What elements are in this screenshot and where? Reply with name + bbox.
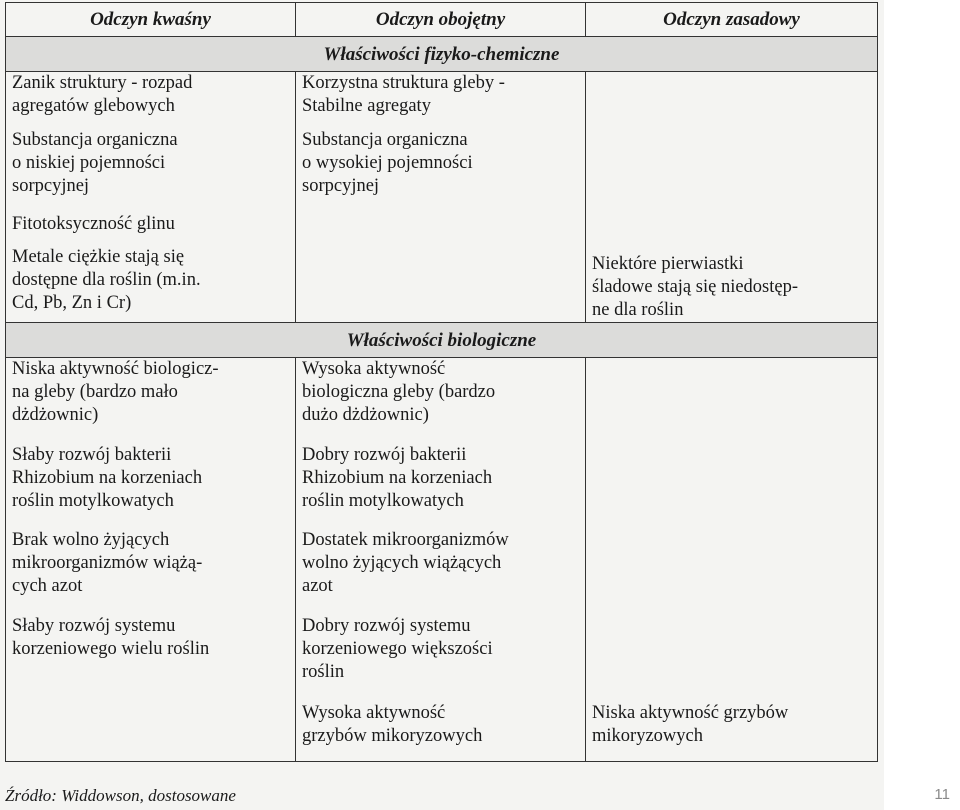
page-number: 11	[934, 786, 950, 803]
table-cell: Słaby rozwój systemu korzeniowego wielu roślin	[6, 615, 296, 702]
table-row	[6, 213, 878, 246]
table-cell	[586, 444, 878, 529]
section-title-physicochemical: Właściwości fizyko-chemiczne	[6, 37, 878, 72]
table-cell: Słaby rozwój bakterii Rhizobium na korzeniach roślin motylkowatych	[6, 444, 296, 529]
table-row	[6, 529, 878, 615]
table-cell: Dostatek mikroorganizmów wolno żyjących wiążących azot	[296, 529, 586, 615]
table-cell	[586, 529, 878, 615]
table-cell	[586, 615, 878, 702]
table-cell	[586, 358, 878, 445]
table-row	[6, 246, 878, 323]
table-row	[6, 444, 878, 529]
table-row	[6, 129, 878, 213]
table-cell	[296, 213, 586, 246]
table-cell: Wysoka aktywność biologiczna gleby (bardzo dużo dżdżownic)	[296, 358, 586, 445]
table-cell: Fitotoksyczność glinu	[6, 213, 296, 246]
header-acidic: Odczyn kwaśny	[6, 3, 296, 37]
header-neutral: Odczyn obojętny	[296, 3, 586, 37]
table-cell	[586, 213, 878, 246]
table-cell	[586, 129, 878, 213]
table-cell: Niska aktywność biologicz- na gleby (bardzo mało dżdżownic)	[6, 358, 296, 445]
soil-reaction-table	[5, 2, 878, 762]
table-cell	[296, 246, 586, 323]
table-cell: Dobry rozwój bakterii Rhizobium na korzeniach roślin motylkowatych	[296, 444, 586, 529]
table-cell	[586, 72, 878, 130]
table-row	[6, 702, 878, 762]
table-row	[6, 358, 878, 445]
table-cell: Brak wolno żyjących mikroorganizmów wiążą- cych azot	[6, 529, 296, 615]
header-row	[6, 3, 878, 37]
section-row	[6, 37, 878, 72]
table-cell: Substancja organiczna o niskiej pojemności sorpcyjnej	[6, 129, 296, 213]
table-cell: Niska aktywność grzybów mikoryzowych	[586, 702, 878, 762]
table-cell: Metale ciężkie stają się dostępne dla roślin (m.in. Cd, Pb, Zn i Cr)	[6, 246, 296, 323]
header-alkaline: Odczyn zasadowy	[586, 3, 878, 37]
table-cell: Niektóre pierwiastki śladowe stają się niedostęp- ne dla roślin	[586, 246, 878, 323]
source-note: Źródło: Widdowson, dostosowane	[5, 786, 236, 805]
section-row	[6, 323, 878, 358]
table-cell: Dobry rozwój systemu korzeniowego większości roślin	[296, 615, 586, 702]
table-cell: Zanik struktury - rozpad agregatów glebowych	[6, 72, 296, 130]
table-cell: Korzystna struktura gleby - Stabilne agregaty	[296, 72, 586, 130]
table-cell	[6, 702, 296, 762]
table-row	[6, 72, 878, 130]
table-cell: Substancja organiczna o wysokiej pojemności sorpcyjnej	[296, 129, 586, 213]
table-cell: Wysoka aktywność grzybów mikoryzowych	[296, 702, 586, 762]
table-row	[6, 615, 878, 702]
section-title-biological: Właściwości biologiczne	[6, 323, 878, 358]
